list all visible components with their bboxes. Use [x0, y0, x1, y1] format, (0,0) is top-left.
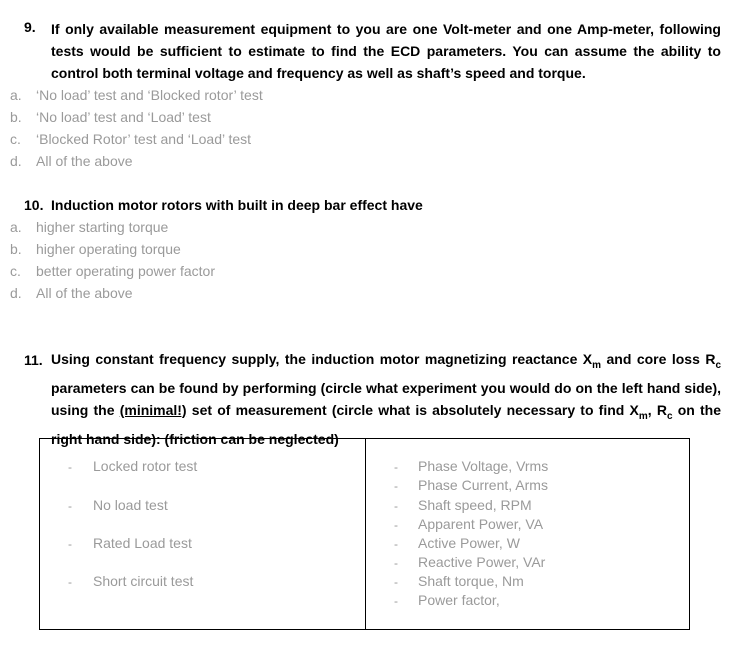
question-text-part: on the right hand side): (friction can be neglected) — [51, 401, 721, 447]
option-text: All of the above — [36, 285, 133, 301]
bullet-dash: - — [394, 537, 398, 551]
experiment-option[interactable]: Rated Load test — [93, 535, 192, 551]
bullet-dash: - — [394, 460, 398, 474]
experiment-option[interactable]: No load test — [93, 497, 168, 513]
option-letter: a. — [10, 219, 22, 235]
option-letter: c. — [10, 263, 21, 279]
bullet-dash: - — [394, 575, 398, 589]
option-text: higher starting torque — [36, 219, 169, 235]
question-text — [51, 348, 721, 450]
option-letter: b. — [10, 241, 22, 257]
question-text-part: and core loss R — [601, 351, 716, 367]
measurement-option[interactable]: Shaft torque, Nm — [418, 573, 524, 589]
bullet-dash: - — [68, 537, 72, 551]
option-text: higher operating torque — [36, 241, 181, 257]
option-d[interactable] — [0, 282, 755, 304]
table-divider — [365, 439, 366, 629]
measurement-option[interactable]: Apparent Power, VA — [418, 516, 544, 532]
option-text: better operating power factor — [36, 263, 215, 279]
option-c[interactable] — [0, 128, 755, 150]
bullet-dash: - — [394, 518, 398, 532]
option-a[interactable] — [0, 216, 755, 238]
subscript: c — [715, 359, 721, 371]
question-text: Induction motor rotors with built in deep bar effect have — [51, 197, 423, 213]
option-b[interactable] — [0, 238, 755, 260]
question-text-part: , R — [647, 401, 667, 418]
measurement-option[interactable]: Power factor, — [418, 592, 500, 608]
subscript: c — [666, 410, 673, 422]
subscript: m — [592, 359, 602, 371]
question-text-part: Using constant frequency supply, the induction motor magnetizing reactance X — [51, 351, 593, 367]
bullet-dash: - — [68, 460, 72, 474]
option-c[interactable] — [0, 260, 755, 282]
option-a[interactable] — [0, 84, 755, 106]
answer-table — [39, 438, 690, 630]
question-text-part: set of measurement (circle what is absolutely necessary to find X — [186, 401, 639, 418]
measurement-option[interactable]: Phase Voltage, Vrms — [418, 458, 549, 474]
option-text: All of the above — [36, 153, 133, 169]
measurement-option[interactable]: Active Power, W — [418, 535, 520, 551]
bullet-dash: - — [68, 499, 72, 513]
measurement-option[interactable]: Phase Current, Arms — [418, 477, 548, 493]
question-text-part: parameters can be found by performing (circle what experiment you would do on the left hand side), using the — [51, 379, 721, 418]
bullet-dash: - — [68, 575, 72, 589]
option-letter: d. — [10, 153, 22, 169]
question-number: 11. — [24, 352, 43, 368]
measurement-option[interactable]: Reactive Power, VAr — [418, 554, 546, 570]
option-letter: a. — [10, 87, 22, 103]
measurement-option[interactable]: Shaft speed, RPM — [418, 497, 532, 513]
experiment-option[interactable]: Short circuit test — [93, 573, 194, 589]
bullet-dash: - — [394, 499, 398, 513]
option-text: ‘No load’ test and ‘Load’ test — [36, 109, 211, 125]
question-number: 9. — [24, 19, 36, 35]
bullet-dash: - — [394, 594, 398, 608]
experiment-option[interactable]: Locked rotor test — [93, 458, 198, 474]
option-d[interactable] — [0, 150, 755, 172]
subscript: m — [638, 410, 648, 422]
option-letter: c. — [10, 131, 21, 147]
underlined-text: (minimal!) — [119, 401, 187, 418]
bullet-dash: - — [394, 479, 398, 493]
bullet-dash: - — [394, 556, 398, 570]
option-text: ‘No load’ test and ‘Blocked rotor’ test — [36, 87, 263, 103]
option-letter: d. — [10, 285, 22, 301]
option-text: ‘Blocked Rotor’ test and ‘Load’ test — [36, 131, 252, 147]
question-number: 10. — [24, 197, 44, 213]
option-b[interactable] — [0, 106, 755, 128]
question-text: If only available measurement equipment to you are one Volt-meter and one Amp-meter, following tests would be sufficient to estimate to find the ECD parameters. You can assume the ability to control both terminal voltage and frequency as well as shaft’s speed and torque. — [51, 21, 721, 81]
option-letter: b. — [10, 109, 22, 125]
